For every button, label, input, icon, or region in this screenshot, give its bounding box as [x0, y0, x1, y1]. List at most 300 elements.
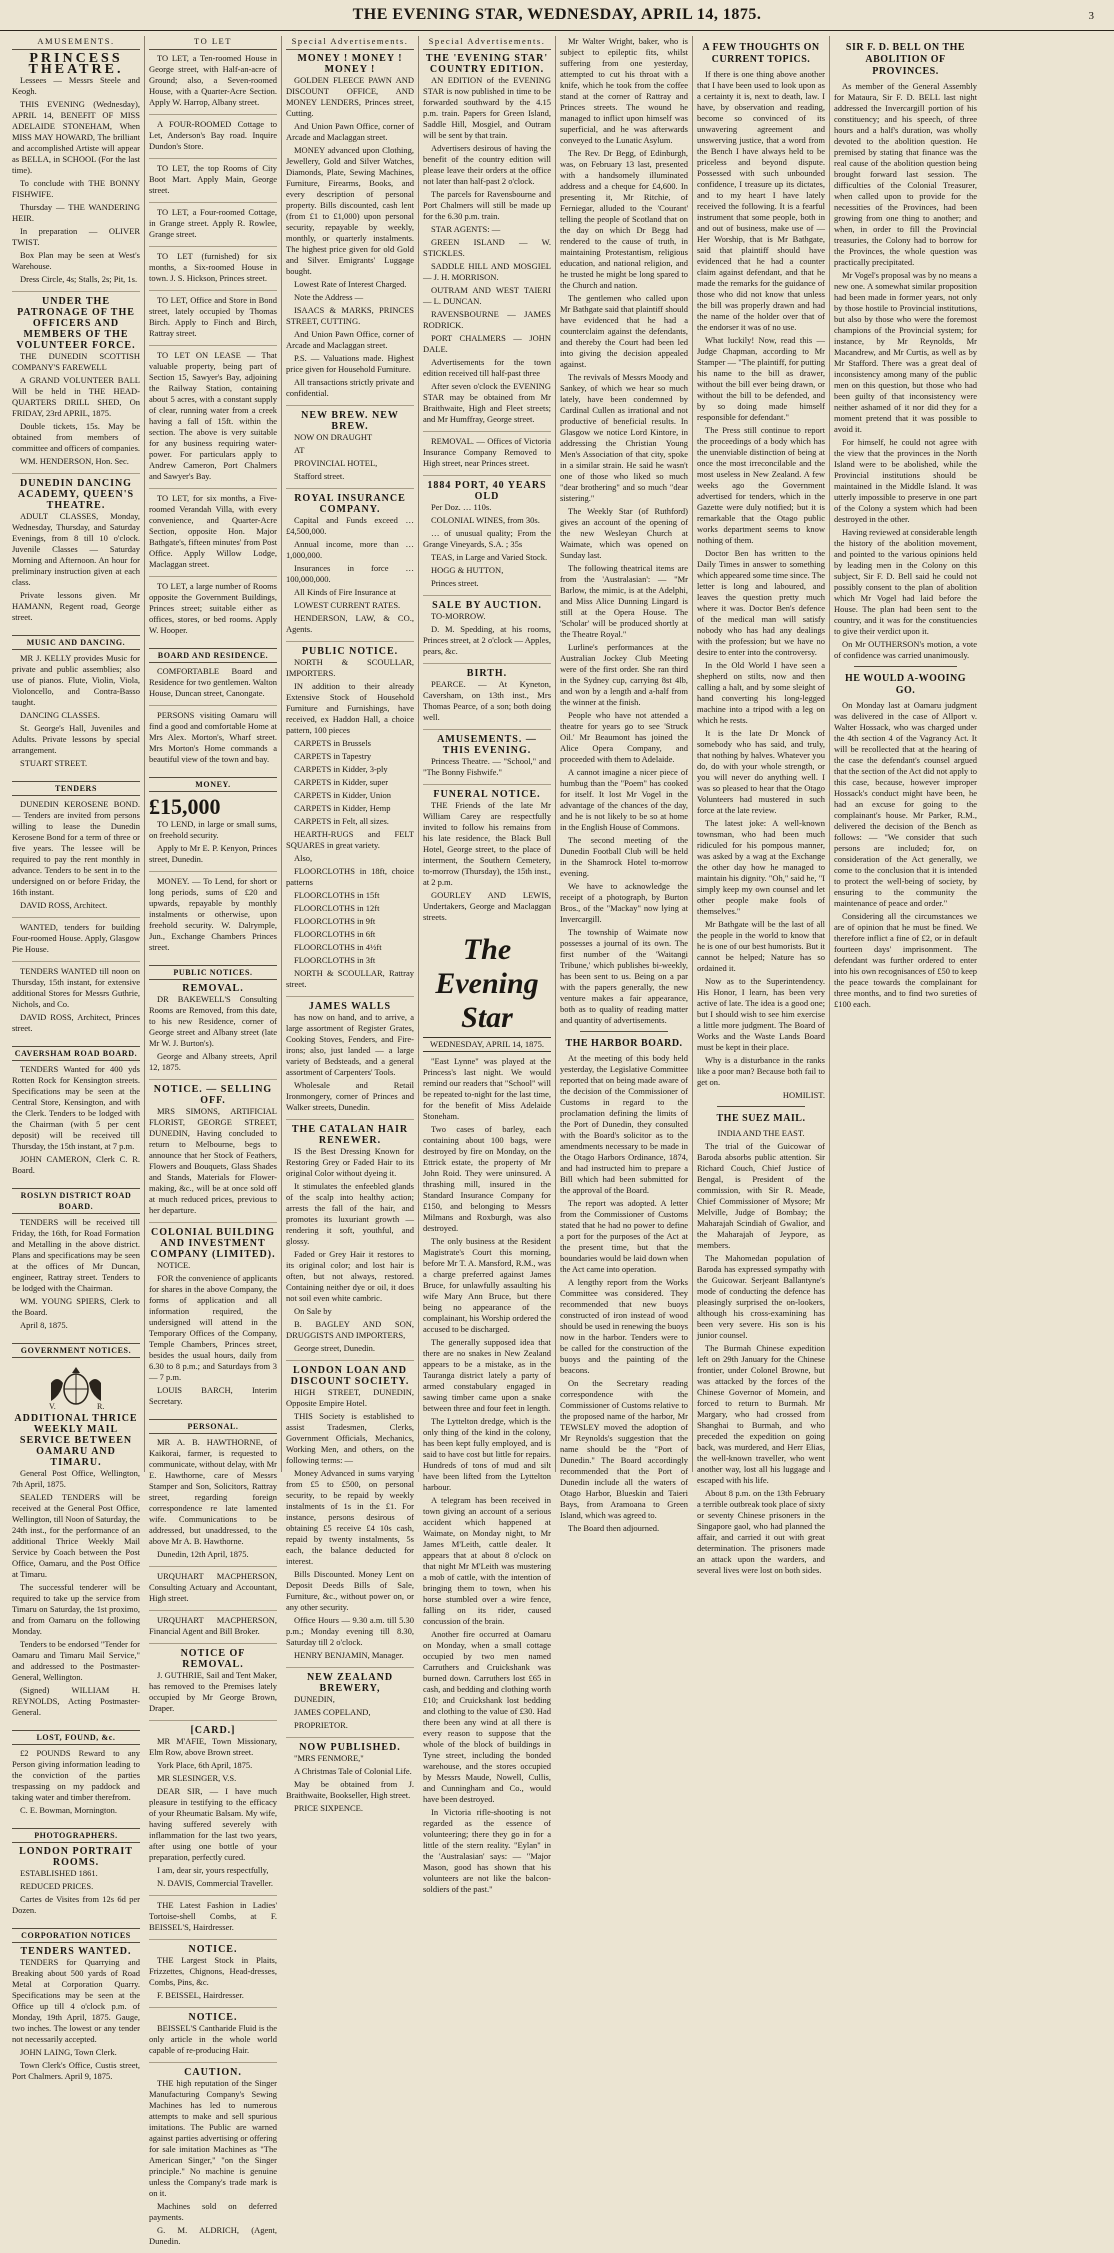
advertisement-text: Town Clerk's Office, Custis street, Port Chalmers. April 9, 1875.	[12, 2060, 140, 2081]
advertisement-text: GOLDEN FLEECE PAWN AND DISCOUNT OFFICE, AND MONEY LENDERS, Princes street, Cutting.	[286, 75, 414, 118]
advertisement-text: CARPETS in Tapestry	[294, 751, 372, 761]
advertisement-title: FUNERAL NOTICE.	[433, 789, 541, 800]
harbor-board-heading: THE HARBOR BOARD.	[565, 1038, 683, 1049]
advertisement-text: Dress Circle, 4s; Stalls, 2s; Pit, 1s.	[20, 274, 138, 284]
advertisement	[149, 119, 277, 159]
advertisement-text: FLOORCLOTHS in 12ft	[294, 903, 380, 913]
advertisement-text: OUTRAM AND WEST TAIERI — L. DUNCAN.	[423, 285, 551, 306]
advertisement-text: A Christmas Tale of Colonial Life.	[294, 1766, 412, 1776]
advertisement-text: Lessees — Messrs Steele and Keogh.	[12, 75, 140, 96]
advertisement-text: The successful tenderer will be required to take up the service from Timaru on Saturday, the 1st proximo, and from Oamaru on the following Monday.	[12, 1582, 140, 1636]
advertisement	[149, 876, 277, 959]
svg-text:V.: V.	[49, 1402, 56, 1411]
advertisement-text: BEISSEL'S Cantharide Fluid is the only article in the whole world capable of re-producing Hair.	[149, 2023, 277, 2055]
column-4	[419, 36, 556, 1894]
advertisement-text: Advertisements for the town edition received till half-past three	[423, 357, 551, 378]
advertisement-text: All Kinds of Fire Insurance at	[294, 587, 396, 597]
advertisement-text: WM. HENDERSON, Hon. Sec.	[20, 456, 129, 466]
government-ad	[12, 1413, 140, 1724]
advertisement-text: HOGG & HUTTON,	[431, 565, 504, 575]
advertisement	[286, 1001, 414, 1120]
advertisement-text: Per Doz. … 110s.	[431, 502, 492, 512]
article-paragraph: About 8 p.m. on the 13th February a terrible outbreak took place of sixty or seventy Chinese prisoners in the Singapore gaol, who had planned the affair, and carried it out with great determination. The prisoners made an attack upon the warders, and several lives were lost on both sides.	[697, 1488, 825, 1575]
advertisement-text: P.S. — Valuations made. Highest price given for Household Furniture.	[286, 353, 414, 374]
leader-paragraphs	[423, 1056, 551, 1895]
article-paragraph: What luckily! Now, read this — Judge Chapman, according to Mr Stamper — "The plaintiff, for putting his name to the bill as drawer, without the bill ever being drawn, or without the bill to be defended, and by so doing made himself responsible for defendant."	[697, 335, 825, 422]
advertisement-text: COMFORTABLE Board and Residence for two gentlemen. Walton House, Duncan street, Canongate.	[149, 666, 277, 698]
article-paragraph: The Lyttelton dredge, which is the only thing of the kind in the colony, has been kept fully employed, and is said to have cost but little for repairs. Hundreds of tons of mud and silt have been lifted from the Lyttelton harbour.	[423, 1416, 551, 1492]
advertisement-title: NOTICE.	[188, 2012, 238, 2023]
advertisement-text: PROPRIETOR.	[294, 1720, 348, 1730]
advertisement-title: ROYAL INSURANCE COMPANY.	[294, 493, 406, 515]
advertisement-text: THIS EVENING (Wednesday), APRIL 14, BENEFIT OF MISS ADELAIDE STONEHAM, When MISS MAY HOWARD, The brilliant and accomplished Artiste will appear as BELLA, in SCHOOL (For the last time).	[12, 99, 140, 175]
roslyn-ad	[12, 1217, 140, 1337]
advertisement-text: ISAACS & MARKS, PRINCES STREET, CUTTING.	[286, 305, 414, 326]
article-paragraph: At the meeting of this body held yesterday, the Legislative Committee reported that on being made aware of the decision of the Commissioner of Customs in regard to the proclamation defining the limits of the Port of Dunedin, they consulted with the Board's solicitor as to the amendments necessary to be made in the Otago Harbors Ordinance, 1874, and had instructed him to prepare a Bill which had been submitted for the approval of the Board.	[560, 1053, 688, 1195]
to-let-ads	[149, 53, 277, 642]
column-5	[556, 36, 693, 1533]
advertisement-text: Apply to Mr E. P. Kenyon, Princes street, Dunedin.	[149, 843, 277, 864]
article-paragraph: The Mahomedan population of Baroda has expressed sympathy with the Guicowar. Serjeant Ballantyne's mode of conducting the defence has pleasingly surprised the on-lookers, although his cross-examining has been very severe. His son is his junior counsel.	[697, 1253, 825, 1340]
paper-title: The Evening Star	[435, 933, 539, 1034]
article-paragraph: The report was adopted. A letter from the Commissioner of Customs stated that he had no power to define a port for the purposes of the Act at the present time, but that the boundaries would be laid down when the Act came into operation.	[560, 1198, 688, 1274]
advertisement-text: York Place, 6th April, 1875.	[157, 1760, 253, 1770]
advertisement	[12, 1846, 140, 1922]
advertisement-text: After seven o'clock the EVENING STAR may be obtained from Mr Braithwaite, High and Fleet streets; and Mr Humffray, George street.	[423, 381, 551, 424]
advertisement	[423, 480, 551, 596]
advertisement-text: AN EDITION of the EVENING STAR is now published in time to be forwarded southward by the 4.15 p.m. train. Papers for Green Island, Saddle Hill, Mosgiel, and Outram will be sent by that train.	[423, 75, 551, 140]
advertisement-text: May be obtained from J. Braithwaite, Bookseller, High street.	[286, 1779, 414, 1800]
advertisement	[149, 983, 277, 1080]
advertisement-text: FLOORCLOTHS in 9ft	[294, 916, 376, 926]
advertisement-text: CARPETS in Brussels	[294, 738, 371, 748]
advertisement-text: MONEY advanced upon Clothing, Jewellery, Gold and Silver Watches, Diamonds, Plate, Sewing Machines, Furniture, Firearms, Books, and every description of personal property. Bills discounted, cash lent (from £1 to £1,000) upon personal security, repayable by weekly, monthly, or quarterly instalments. The highest price given for old Gold and Silver. Emigrants' Luggage bought.	[286, 145, 414, 276]
advertisement-text: IN addition to their already Extensive Stock of Household Furniture and Furnishings, have received, ex Haddon Hall, a choice pattern, 100 pieces	[286, 681, 414, 735]
advertisement-text: REMOVAL. — Offices of Victoria Insurance Company Removed to High street, near Princes street.	[423, 436, 551, 468]
article-paragraph: The Board then adjourned.	[568, 1523, 660, 1533]
advertisement	[286, 410, 414, 489]
advertisement-text: STUART STREET.	[20, 758, 88, 768]
advertisement-text: JOHN LAING, Town Clerk.	[20, 2047, 117, 2057]
advertisement-text: FLOORCLOTHS in 3ft	[294, 955, 376, 965]
article-paragraph: A lengthy report from the Works Committee was considered. They recommended that new buoys constructed of iron instead of wood should be used in renewing the buoys now in the harbor. Tenders were to be called for the construction of the buoys and the painting of the beacons.	[560, 1277, 688, 1375]
advertisement	[12, 1064, 140, 1182]
advertisement-title: REMOVAL.	[182, 983, 244, 994]
advertisement-text: Tenders to be endorsed "Tender for Oamaru and Timaru Mail Service," and addressed to the Postmaster-General, Wellington.	[12, 1639, 140, 1682]
section-government: GOVERNMENT NOTICES.	[12, 1343, 140, 1358]
advertisement-text: TO-MORROW.	[431, 611, 486, 621]
article-paragraph: Mr Vogel's proposal was by no means a new one. A somewhat similar proposition had been made in former years, not only by those hostile to Provincial institutions, but also by those who were the foremost champions of the Provincial system; for instance, by Mr Reynolds, Mr Macandrew, and Mr Curtis, as well as by Mr Stafford. There was a great deal of inconsistency among many of the public men on this question, but those who had been guilty of that inconsistency were neither ashamed of it nor did they for a moment pretend that it was possible to avoid it.	[834, 270, 977, 434]
advertisement-text: PEARCE. — At Kyneton, Caversham, on 13th inst., Mrs Thomas Pearce, of a son; both doing well.	[423, 679, 551, 722]
advertisement	[12, 1217, 140, 1337]
advertisement-text: Office Hours — 9.30 a.m. till 5.30 p.m.; Monday evening till 8.30, Saturday till 2 o'clock.	[286, 1615, 414, 1647]
advertisement-text: N. DAVIS, Commercial Traveller.	[157, 1878, 274, 1888]
advertisement-title: AMUSEMENTS. — THIS EVENING.	[437, 734, 537, 756]
advertisement-text: Dunedin, 12th April, 1875.	[157, 1549, 249, 1559]
abolition-paragraphs	[834, 81, 977, 661]
advertisement-title: NEW BREW. NEW BREW.	[301, 410, 399, 432]
advertisement-text: Money Advanced in sums varying from £5 to £500, on personal security, to be repaid by weekly instalments of 1s in the £1. For instance, persons desirous of obtaining £5 receive £4 10s cash, repaid by twenty instalments, 5s each, the balance deducted for interest.	[286, 1468, 414, 1566]
advertisement-text: Stafford street.	[294, 471, 345, 481]
advertisement	[423, 436, 551, 476]
advertisement-text: D. M. Spedding, at his rooms, Princes street, at 2 o'clock — Apples, pears, &c.	[423, 624, 551, 656]
advertisement-text: DAVID ROSS, Architect.	[20, 900, 108, 910]
advertisement-text: RAVENSBOURNE — JAMES RODRICK.	[423, 309, 551, 330]
article-paragraph: The trial of the Guicowar of Baroda absorbs public attention. Sir Richard Couch, Chief Justice of Bengal, is President of the commission, with Sir R. Meade, Chief Commissioner of Mysore; Mr Melville, Judge of Bombay; the Maharajah Scindiah of Gwalior, and the Maharajah of Jeypore, as members.	[697, 1141, 825, 1250]
advertisement-text: NOTICE.	[157, 1260, 191, 1270]
advertisement	[286, 1124, 414, 1361]
article-paragraph: For himself, he could not agree with the view that the provinces in the North Island were to be abolished, while the Provincial institutions should be maintained in the Middle Island. It was utterly impossible to preserve in one part of the Colony a system which had been destroyed in the other.	[834, 437, 977, 524]
advertisement-text: MR M'AFIE, Town Missionary, Elm Row, above Brown street.	[149, 1736, 277, 1757]
advertisement-text: MONEY. — To Lend, for short or long periods, sums of £20 and upwards, repayable by monthly instalments or otherwise, upon freehold security. W. Dalrymple, Jun., Exchange Chambers Princes street.	[149, 876, 277, 952]
column-2	[145, 36, 282, 2246]
advertisement-text: Princess Theatre. — "School," and "The Bonny Fishwife."	[423, 756, 551, 777]
advertisement-text: TENDERS Wanted for 400 yds Rotten Rock for Kensington streets. Specifications may be seen at the Central Store, Kensington, and with the Clerk. Tenders to be lodged with the Chairman (with 5 per cent deposit) will be received till Thursday, the 15th instant, at 7 p.m.	[12, 1064, 140, 1151]
advertisement-text: PRICE SIXPENCE.	[294, 1803, 363, 1813]
section-corporation: CORPORATION NOTICES	[12, 1928, 140, 1943]
advertisement-title: PRINCESS THEATRE.	[28, 51, 124, 77]
advertisement	[149, 1944, 277, 2008]
advertisement-text: Faded or Grey Hair it restores to its original color; and lost hair is often, but not always, restored. Containing neither dye or oil, it does not soil even white cambric.	[286, 1249, 414, 1303]
advertisement-text: LOWEST CURRENT RATES.	[294, 600, 401, 610]
article-paragraph: A telegram has been received in town giving an account of a serious accident which happened at Waimate, on Monday night, to Mr James M'Leith, cattle dealer. It appears that at about 8 o'clock on that night Mr M'Leith was mustering a mob of cattle, with the intention of bringing them to town, when his horse stumbled over a wire fence, falling on its rider, caused concussion of the brain.	[423, 1495, 551, 1626]
advertisement-text: LOUIS BARCH, Interim Secretary.	[149, 1385, 277, 1406]
article-paragraph: As member of the General Assembly for Mataura, Sir F. D. BELL last night addressed the Invercargill portion of his constituency; and his speech, of three hours and a half's duration, was wholly devoted to the abolition question. He premised by stating that finance was the real cause of the abolition question being brought forward last session. The difficulties of the Colonial Treasurer, when called upon to provide for the necessities of the Provinces, had been growing from one thing to another; and when, in order to fill the Provincial treasuries, the Colony had to borrow for the Provinces, the whole question was practically precipitated.	[834, 81, 977, 267]
advertisement-text: HIGH STREET, DUNEDIN, Opposite Empire Hotel.	[286, 1387, 414, 1408]
column-7	[830, 36, 981, 1472]
section-photographers: PHOTOGRAPHERS.	[12, 1828, 140, 1843]
advertisement-title: NEW ZEALAND BREWERY,	[306, 1672, 394, 1694]
advertisement-text: WANTED, tenders for building Four-roomed House. Apply, Glasgow Pie House.	[12, 922, 140, 954]
advertisement	[423, 53, 551, 432]
article-paragraph: Lurline's performances at the Australian Jockey Club Meeting were of the first order. She ran third in the Sydney cup, carrying 8st 4lb, and won by a length and a-half from the winner at the finish.	[560, 642, 688, 707]
advertisement-text: Box Plan may be seen at West's Warehouse.	[12, 250, 140, 271]
advertisement	[12, 653, 140, 775]
advertisement-title: TENDERS WANTED.	[20, 1946, 132, 1957]
article-paragraph: On Mr OUTHERSON's motion, a vote of confidence was carried unanimously.	[834, 639, 977, 660]
advertisement-title: BIRTH.	[466, 668, 508, 679]
article-paragraph: Considering all the circumstances we are of opinion that he must be fined. We therefore inflict a fine of £2, or in default fourteen days' imprisonment. The defendant was further ordered to enter into his own recognisances of £50 to keep the peace towards the complainant for three months, and to find two sureties of £100 each.	[834, 911, 977, 1009]
article-paragraph: The second meeting of the Dunedin Football Club will be held in the Shamrock Hotel to-morrow evening.	[560, 835, 688, 878]
advertisement-text: PORT CHALMERS — JOHN DALE.	[423, 333, 551, 354]
advertisement	[149, 207, 277, 247]
advertisement-text: FLOORCLOTHS in 4½ft	[294, 942, 382, 952]
advertisement-text: TO LET, the top Rooms of City Boot Mart. Apply Main, George street.	[149, 163, 277, 195]
harbor-board-paragraphs	[560, 1053, 688, 1534]
advertisement-text: TO LET, a Four-roomed Cottage, in Grange street. Apply R. Rowlee, Grange street.	[149, 207, 277, 239]
advertisement-text: FOR the convenience of applicants for shares in the above Company, the forms of application and all information required, the undersigned will attend in the Temporary Offices of the Company, Temple Chambers, Princes street, besides the usual hours, daily from 6.30 to 8 p.m.; and Saturdays from 3 — 7 p.m.	[149, 1273, 277, 1382]
advertisement-title: SALE BY AUCTION.	[432, 600, 542, 611]
advertisement-text: It stimulates the enfeebled glands of the scalp into healthy action; arrests the fall of the hair, and promotes its luxuriant growth — rendering it soft, youthful, and glossy.	[286, 1181, 414, 1246]
advertisement-text: Private lessons given. Mr HAMANN, Regent road, George street.	[12, 590, 140, 622]
article-paragraph: Another fire occurred at Oamaru on Monday, when a small cottage occupied by two men named Carruthers and Cruickshank was burned down. Carruthers lost £65 in cash, and bedding and clothing worth £10; and Cruickshank lost bedding and clothing to the value of £30. Had there been any wind at all there is every reason to suppose that the whole of the block of buildings in Tyne street, including the bonded warehouse, and the stores occupied by Messrs Maude, Nowell, Cullis, and Cunningham and Co., would have been destroyed.	[423, 1629, 551, 1804]
advertisement-text: Also,	[294, 853, 313, 863]
advertisement-text: AT	[294, 445, 305, 455]
advertisement-text: NORTH & SCOULLAR, IMPORTERS.	[286, 657, 414, 678]
column-3	[282, 36, 419, 1813]
advertisement-text: STAR AGENTS: —	[431, 224, 501, 234]
advertisement-text: And Union Pawn Office, corner of Arcade and Maclaggan street.	[286, 121, 414, 142]
music-ad	[12, 653, 140, 775]
advertisement-text: SADDLE HILL AND MOSGIEL — J. H. MORRISON.	[423, 261, 551, 282]
advertisement	[12, 1748, 140, 1822]
money-ads	[149, 795, 277, 959]
advertisement	[149, 666, 277, 706]
advertisement-text: J. GUTHRIE, Sail and Tent Maker, has removed to the Premises lately occupied by Mr George Brown, Draper.	[149, 1670, 277, 1713]
advertisement-text: Thursday — THE WANDERING HEIR.	[12, 202, 140, 223]
article-paragraph: The Rev. Dr Begg, of Edinburgh, was, on February 13 last, presented with a handsomely illuminated address and a cheque for £4,600. In presenting it, Mr Ritchie, of Ferniegar, alluded to the 'Courant' telling the people of Scotland that on the day on which Dr Begg had rendered to the cause of truth, in maintaining Protestantism, religious education, and national religion, and he trusted he might be long spared to the Church and nation.	[560, 148, 688, 290]
article-paragraph: In Victoria rifle-shooting is not regarded as the essence of volunteering; there they go in for a little of the stern reality. "Eylan" in the 'Australasian' says: — "Major Mason, good has shown that his volunteers are not like the balcon-soldiers of the past."	[423, 1807, 551, 1894]
advertisement	[149, 1437, 277, 1567]
advertisement-text: GOURLEY AND LEWIS, Undertakers, George and Maclaggan streets.	[423, 890, 551, 922]
advertisement-text: MR SLESINGER, V.S.	[157, 1773, 237, 1783]
advertisement-text: TEAS, in Large and Varied Stock.	[431, 552, 548, 562]
advertisement-text: G. M. ALDRICH, (Agent, Dunedin.	[149, 2225, 277, 2246]
advertisement-text: JOHN CAMERON, Clerk C. R. Board.	[12, 1154, 140, 1175]
advertisement-text: COLONIAL WINES, from 30s.	[431, 515, 540, 525]
svg-text:R.: R.	[97, 1402, 105, 1411]
article-paragraph: The latest joke: A well-known townsman, who had been much ridiculed for his pompous manner, was asked by a wag at the Exchange the other day how he managed to maintain his dignity. "Oh," said he, "I simply keep my own counsel and let other people make fools of themselves."	[697, 818, 825, 916]
advertisement-title: NOTICE.	[188, 1944, 238, 1955]
corporation-ad	[12, 1946, 140, 2088]
advertisement-text: THE high reputation of the Singer Manufacturing Company's Sewing Machines has led to numerous attempts to make and sell spurious imitations. The Public are warned against parties advertising or offering for sale imitation Machines as "The American Singer," "on the Singer principle." No machine is genuine unless the Company's trade mark is on it.	[149, 2078, 277, 2198]
advertisement	[149, 350, 277, 489]
advertisement-text: TO LET, a large number of Rooms opposite the Government Buildings, Princes street; suitable either as offices, stores, or bed rooms. Apply W. Hooper.	[149, 581, 277, 635]
advertisement	[423, 734, 551, 785]
advertisement-title: UNDER THE PATRONAGE OF THE OFFICERS AND MEMBERS OF THE VOLUNTEER FORCE.	[16, 296, 136, 351]
few-thoughts-paragraphs	[697, 69, 825, 1088]
wooing-paragraphs	[834, 700, 977, 1010]
leader-dateline: WEDNESDAY, APRIL 14, 1875.	[423, 1037, 551, 1052]
advertisement-text: In preparation — OLIVER TWIST.	[12, 226, 140, 247]
advertisement-text: CARPETS in Kidder, super	[294, 777, 389, 787]
advertisement-text: … of unusual quality; From the Grange Vineyards, S.A. ; 35s	[423, 528, 551, 549]
advertisement	[423, 668, 551, 730]
advertisement-title: JAMES WALLS	[308, 1001, 392, 1012]
advertisement-text: St. George's Hall, Juveniles and Adults. Private lessons by special arrangement.	[12, 723, 140, 755]
advertisement-text: DAVID ROSS, Architect, Princes street.	[12, 1012, 140, 1033]
advertisement-title: LONDON PORTRAIT ROOMS.	[19, 1846, 133, 1868]
advertisement-text: NOW ON DRAUGHT	[294, 432, 373, 442]
divider	[854, 666, 957, 667]
advertisement-text: Insurances in force … 100,000,000.	[286, 563, 414, 584]
advertisement-text: URQUHART MACPHERSON, Consulting Actuary and Accountant, High street.	[149, 1571, 277, 1603]
columns	[8, 36, 1106, 2246]
advertisement-title: NOTICE OF REMOVAL.	[180, 1648, 246, 1670]
advertisement-text: The parcels for Ravensbourne and Port Chalmers will still be made up for the 6.30 p.m. train.	[423, 189, 551, 221]
advertisement-title: LONDON LOAN AND DISCOUNT SOCIETY.	[290, 1365, 410, 1387]
advertisement-text: THIS Society is established to assist Tradesmen, Clerks, Government Officials, Mechanics, Working Men, and others, on the following terms: —	[286, 1411, 414, 1465]
tender-ads	[12, 799, 140, 1040]
suez-mail-subheading: INDIA AND THE EAST.	[717, 1128, 805, 1138]
advertisement-text: DEAR SIR, — I have much pleasure in testifying to the efficacy of your Rheumatic Balsam. My wife, having suffered severely with inflammation for the last two years, after using one bottle of your preparation, perfectly cured.	[149, 1786, 277, 1862]
advertisement-text: General Post Office, Wellington, 7th April, 1875.	[12, 1468, 140, 1489]
advertisement-text: Note the Address —	[294, 292, 364, 302]
advertisement	[149, 710, 277, 771]
article-paragraph: Two cases of barley, each containing about 100 bags, were destroyed by fire on Monday, on the Ettrick estate, the property of Mr John Roid. They were uninsured. A thrashing mill, insured in the Standard Insurance Company for £150, and belonging to Messrs Milmans and Roxburgh, was also destroyed.	[423, 1124, 551, 1233]
advertisement	[149, 251, 277, 291]
section-lost-found: LOST, FOUND, &c.	[12, 1730, 140, 1745]
column-6	[693, 36, 830, 1575]
advertisement	[149, 493, 277, 577]
advertisement-text: ADULT CLASSES, Monday, Wednesday, Thursday, and Saturday Evenings, from 8 till 10 o'clock. Juvenile Classes — Saturday Morning and Afternoon. An hour for preliminary instruction given at each class.	[12, 511, 140, 587]
advertisement-text: SEALED TENDERS will be received at the General Post Office, Wellington, till Noon of Saturday, the 24th inst., for the performance of an additional Thrice Weekly Mail Service by Coach between the Post Office, Oamaru, and the Post Office at Timaru.	[12, 1492, 140, 1579]
column-head-special-2: Special Advertisements.	[423, 36, 551, 50]
advertisement-text: £2 POUNDS Reward to any Person giving information leading to the conviction of the parties trespassing on my paddock and taking water and timber therefrom.	[12, 1748, 140, 1802]
article-paragraph: On Monday last at Oamaru judgment was delivered in the case of Allport v. Walter Hossack, who was charged under the 4th section 4 of the Vagrancy Act. It will be recollected that at the hearing of the case the defendant's counsel argued that the section of the Act did not apply to this case, because, however improper Hossack's conduct might have been, he had an excuse for going to the complainant's house. Mr Parker, R.M., delivered the decision of the Bench as follows: — "We consider that such persons are included; for, on consideration of the Act generally, we come to the conclusion that it is intended to protect the well-being of society, by ensuring to the community the maintenance of peace and order."	[834, 700, 977, 908]
column-1	[8, 36, 145, 2081]
advertisement-title: DUNEDIN DANCING ACADEMY, QUEEN'S THEATRE.	[17, 478, 135, 511]
article-paragraph: Doctor Ben has written to the Daily Times in answer to something which appeared some time since. The letter is long and laboured, and leaves the question pretty much where it was. Doctor Ben's defence of the medical man will satisfy nobody who has had any dealings with the profession; but we have no desire to enter into the controversy.	[697, 548, 825, 657]
wooing-heading: HE WOULD A-WOOING GO.	[844, 673, 967, 696]
advertisement-title: NOTICE. — SELLING OFF.	[153, 1084, 273, 1106]
article-paragraph: "East Lynne" was played at the Princess's last night. We would remind our readers that "School" will be repeated to-night for the last time, for the benefit of Miss Adelaide Stoneham.	[423, 1056, 551, 1121]
advertisement-text: THE Latest Fashion in Ladies' Tortoise-shell Combs, at F. BEISSEL'S, Hairdresser.	[149, 1900, 277, 1932]
article-paragraph: The revivals of Messrs Moody and Sankey, of which we hear so much lately, have been condemned by Cardinal Cullen as irrational and not productive of beneficial results. In Glasgow we notice Lord Kintore, in addressing the Christian Young Men's Association of that city, spoke in a similar strain. He said he wasn't one of those who liked so much "dear brothering" and so much "dear sistering."	[560, 372, 688, 503]
advertisement	[149, 1900, 277, 1940]
advertisement-title: MONEY ! MONEY ! MONEY !	[297, 53, 403, 75]
public-ads	[149, 983, 277, 1413]
advertisement-text: PROVINCIAL HOTEL,	[294, 458, 378, 468]
page-number: 3	[1088, 10, 1094, 22]
advertisement	[149, 1615, 277, 1644]
advertisement-text: has now on hand, and to arrive, a large assortment of Register Grates, Cooking Stoves, Fenders, and Fire-irons; also, just landed — a large variety of Bedsteads, and a general assortment of Carpenters' Tools.	[286, 1012, 414, 1077]
advertisement-title: CAUTION.	[184, 2067, 242, 2078]
advertisement-text: TENDERS WANTED till noon on Thursday, 15th instant, for extensive additional Stores for Messrs Guthrie, Nichols, and Co.	[12, 966, 140, 1009]
advertisement-text: (Signed) WILLIAM H. REYNOLDS, Acting Postmaster-General.	[12, 1685, 140, 1717]
article-paragraph: In the Old World I have seen a shepherd on stilts, now and then calling a halt, and by some sleight of hand converting his long-legged machine into a tripod with a leg on which he rests.	[697, 660, 825, 725]
advertisement	[286, 1742, 414, 1820]
advertisement-text: C. E. Bowman, Mornington.	[20, 1805, 118, 1815]
advertisement	[149, 1725, 277, 1896]
advertisement-text: WM. YOUNG SPIERS, Clerk to the Board.	[12, 1296, 140, 1317]
advertisement-title: COLONIAL BUILDING AND INVESTMENT COMPANY (LIMITED).	[150, 1227, 276, 1260]
advertisement	[12, 478, 140, 629]
advertisement	[12, 799, 140, 918]
special-ads-1	[286, 53, 414, 1820]
advertisement-text: Wholesale and Retail Ironmongery, corner of Princes and Walker streets, Dunedin.	[286, 1080, 414, 1112]
advertisement-text: Advertisers desirous of having the benefit of the country edition will please leave their orders at the office not later than half-past 2 o'clock.	[423, 143, 551, 186]
advertisement-title: ADDITIONAL THRICE WEEKLY MAIL SERVICE BETWEEN OAMARU AND TIMARU.	[14, 1413, 138, 1468]
section-board: BOARD AND RESIDENCE.	[149, 648, 277, 663]
advertisement-text: TENDERS will be received till Friday, the 16th, for Road Formation and Metalling in the above district. Plans and specifications may be seen at the offices of Mr Duncan, engineer, Rattray street. Tenders to be lodged with the Chairman.	[12, 1217, 140, 1293]
article-paragraph: We have to acknowledge the receipt of a photograph, by Burton Bros., of the "Mackay" now lying at Invercargill.	[560, 881, 688, 924]
advertisement	[12, 296, 140, 474]
column-head-amusements: AMUSEMENTS.	[12, 36, 140, 50]
column-head-to-let: TO LET	[149, 36, 277, 50]
advertisement	[286, 1365, 414, 1668]
divider	[717, 1106, 805, 1107]
section-public: PUBLIC NOTICES.	[149, 965, 277, 980]
advertisement-text: THE Friends of the late Mr William Carey are respectfully invited to follow his remains from his late residence, the Black Bull Hotel, George street, to the place of interment, the Southern Cemetery, to-morrow (Thursday), the 15th inst., at 2 p.m.	[423, 800, 551, 887]
advertisement-text: TO LET (furnished) for six months, a Six-roomed House in town. J. S. Hickson, Princes street.	[149, 251, 277, 283]
caversham-ad	[12, 1064, 140, 1182]
advertisement-title: THE 'EVENING STAR' COUNTRY EDITION.	[425, 53, 549, 75]
advertisement-text: Annual income, more than … 1,000,000.	[286, 539, 414, 560]
advertisement	[12, 1413, 140, 1724]
lost-ad	[12, 1748, 140, 1822]
advertisement-text: HENDERSON, LAW, & CO., Agents.	[286, 613, 414, 634]
advertisement-text: Cartes de Visites from 12s 6d per Dozen.	[12, 1894, 140, 1915]
advertisement	[286, 53, 414, 406]
special-ads-2	[423, 53, 551, 929]
article-paragraph: The following theatrical items are from the 'Australasian': — "Mr Barlow, the mimic, is at the Adelphi, and Miss Alice Dunning Lingard is still at the Opera House. The 'Scholar' will be produced shortly at the Theatre Royal."	[560, 563, 688, 639]
advertisement-text: F. BEISSEL, Hairdresser.	[157, 1990, 244, 2000]
advertisement	[149, 163, 277, 203]
column-head-special-1: Special Advertisements.	[286, 36, 414, 50]
advertisement-text: MR J. KELLY provides Music for private and public assemblies; also use of pianos. Flute, Violin, Viola, Violoncello, and Contra-Basso taught.	[12, 653, 140, 707]
advertisement-text: George and Albany streets, April 12, 1875.	[149, 1051, 277, 1072]
advertisement	[286, 1672, 414, 1738]
advertisement-text: Princes street.	[431, 578, 479, 588]
advertisement-text: URQUHART MACPHERSON, Financial Agent and Bill Broker.	[149, 1615, 277, 1636]
section-music: MUSIC AND DANCING.	[12, 635, 140, 650]
advertisement-text: On Sale by	[294, 1306, 332, 1316]
advertisement-text: REDUCED PRICES.	[20, 1881, 94, 1891]
advertisement-text: George street, Dunedin.	[294, 1343, 376, 1353]
article-paragraph: Mr Bathgate will be the last of all the people in the world to know that he is one of our best humorists. But it cannot be helped; Nature has so ordained it.	[697, 919, 825, 973]
article-paragraph: The only business at the Resident Magistrate's Court this morning, before Mr T. A. Mansford, R.M., was a charge preferred against James Bruce, for unlawfully assaulting his wife Mary Ann Bruce, but there being no appearance of the complainant, his Worship ordered the accused to be discharged.	[423, 1236, 551, 1334]
section-tenders: TENDERS	[12, 781, 140, 796]
advertisement	[12, 53, 140, 292]
advertisement-title: PUBLIC NOTICE.	[301, 646, 399, 657]
advertisement-text: TO LET, for six months, a Five-roomed Verandah Villa, with every convenience, and Quarter-Acre Section, opposite Hon. Major Bathgate's, fifteen minutes' from Post Office. Apply Willow Lodge, Maclaggan street.	[149, 493, 277, 569]
section-personal: PERSONAL.	[149, 1419, 277, 1434]
advertisement-title: [CARD.]	[190, 1725, 236, 1736]
advertisement-text: FLOORCLOTHS in 6ft	[294, 929, 376, 939]
advertisement	[149, 2067, 277, 2253]
advertisement-text: DUNEDIN,	[294, 1694, 335, 1704]
advertisement-text: IS the Best Dressing Known for Restoring Grey or Faded Hair to its original Color without dyeing it.	[286, 1146, 414, 1178]
article-paragraph: Why is a disturbance in the ranks like a poor man? Because both fail to get on.	[697, 1055, 825, 1087]
advertisement-text: THE Largest Stock in Plaits, Frizzettes, Chignons, Head-dresses, Combs, Pins, &c.	[149, 1955, 277, 1987]
advertisement-text: CARPETS in Felt, all sizes.	[294, 816, 389, 826]
few-thoughts-signature: HOMILIST.	[782, 1090, 825, 1100]
advertisement-text: Machines sold on deferred payments.	[149, 2201, 277, 2222]
advertisement	[286, 646, 414, 997]
advertisement-text: DANCING CLASSES.	[20, 710, 100, 720]
advertisement-title: NOW PUBLISHED.	[299, 1742, 401, 1753]
advertisement-text: NORTH & SCOULLAR, Rattray street.	[286, 968, 414, 989]
advertisement-text: TO LEND, in large or small sums, on freehold security.	[149, 819, 277, 840]
advertisement	[12, 1946, 140, 2088]
advertisement-text: THE DUNEDIN SCOTTISH COMPANY'S FAREWELL	[12, 351, 140, 372]
advertisement-text: HEARTH-RUGS and FELT SQUARES in great variety.	[286, 829, 414, 850]
section-roslyn: ROSLYN DISTRICT ROAD BOARD.	[12, 1188, 140, 1214]
advertisement-text: CARPETS in Kidder, 3-ply	[294, 764, 388, 774]
article-paragraph: If there is one thing above another that I have been used to look upon as a certainty it is, next to death, law. I have, by observation and reading, become so convinced of its unwavering agreement and unswerving justice, that a word from the Bench I have always held to be priceless and beyond dispute. Possessed with such unbounded confidence, I treasure up its dictates, and to my heart I have lately received the following. It is a fearful instrument that some people, both in and out of business, make use of — Her Worship, that is Mr Bathgate, said that plaintiff should have evidenced that he had a counter claim against defendant, and that he made the remarks for the guidance of those who did not know that unless the bill was properly drawn and had the name of the holder over that of the endorser it was of no use.	[697, 69, 825, 332]
article-paragraph: The Burmah Chinese expedition left on 29th January for the Chinese frontier, under Colonel Browne, but was attacked by the forces of the Chinese Governor of Momein, and forced to return to Burmah. Mr Margary, who had crossed from Shanghai to Burmah, and who preceded the expedition on going back, was murdered, and Herr Elias, the well-known traveller, who went another way, lost all his luggage and escaped with his life.	[697, 1343, 825, 1485]
few-thoughts-heading: A FEW THOUGHTS ON CURRENT TOPICS.	[702, 42, 820, 65]
article-paragraph: The generally supposed idea that there are no snakes in New Zealand appears to be a mistake, as in the Tauranga district lately a party of armed constabulary engaged in sawing timber came upon a snake between three and four feet in length.	[423, 1337, 551, 1413]
divider	[580, 1031, 668, 1032]
suez-mail-heading: THE SUEZ MAIL.	[716, 1113, 806, 1124]
advertisement-text: Bills Discounted. Money Lent on Deposit Deeds Bills of Sale, Furniture, &c., without power on, or any other security.	[286, 1569, 414, 1612]
advertisement-text: A FOUR-ROOMED Cottage to Let, Anderson's Bay road. Inquire Dundon's Store.	[149, 119, 277, 151]
advertisement	[12, 966, 140, 1040]
article-paragraph: It is the late Dr Monck of somebody who has said, and truly, that nothing by halves. Whatever you do, do with your whole strength, or you will never do anything well. I was so pleased to hear that the Otago Volunteers had mustered in such force at the late review.	[697, 728, 825, 815]
suez-mail-paragraphs	[697, 1141, 825, 1576]
advertisement-text: Lowest Rate of Interest Charged.	[294, 279, 407, 289]
article-paragraph: Mr Walter Wright, baker, who is subject to epileptic fits, whilst suffering from one yesterday, attempted to cut his throat with a knife, which he took from the coffee stand at the corner of Rattray and Princes streets. The wound he managed to inflict upon himself was superficial, and he was afterwards conveyed to the Lunatic Asylum.	[560, 36, 688, 145]
advertisement	[149, 581, 277, 642]
advertisement-text: CARPETS in Kidder, Hemp	[294, 803, 391, 813]
advertisement	[286, 493, 414, 642]
advertisement	[149, 1571, 277, 1611]
article-paragraph: On the Secretary reading correspondence with the Commissioner of Customs relative to the proposed name of the harbor, Mr TEWSLEY moved the adoption of Mr Reynolds's suggestion that the name should be the "Port of Dunedin." The Board accordingly recommended that the Port of Dunedin include all the waters of Otago Harbor, Blueskin and Taieri Bays, from Aramoana to Green Island, which was agreed to.	[560, 1378, 688, 1520]
article-paragraph: The Weekly Star (of Ruthford) gives an account of the opening of the new Wesleyan Church at Waimate, which was opened on Sunday last.	[560, 506, 688, 560]
advertisement-text: PERSONS visiting Oamaru will find a good and comfortable Home at Mrs Alex. Morton's, Wharf street. Mrs Morton's Home commands a beautiful view of the town and bay.	[149, 710, 277, 764]
